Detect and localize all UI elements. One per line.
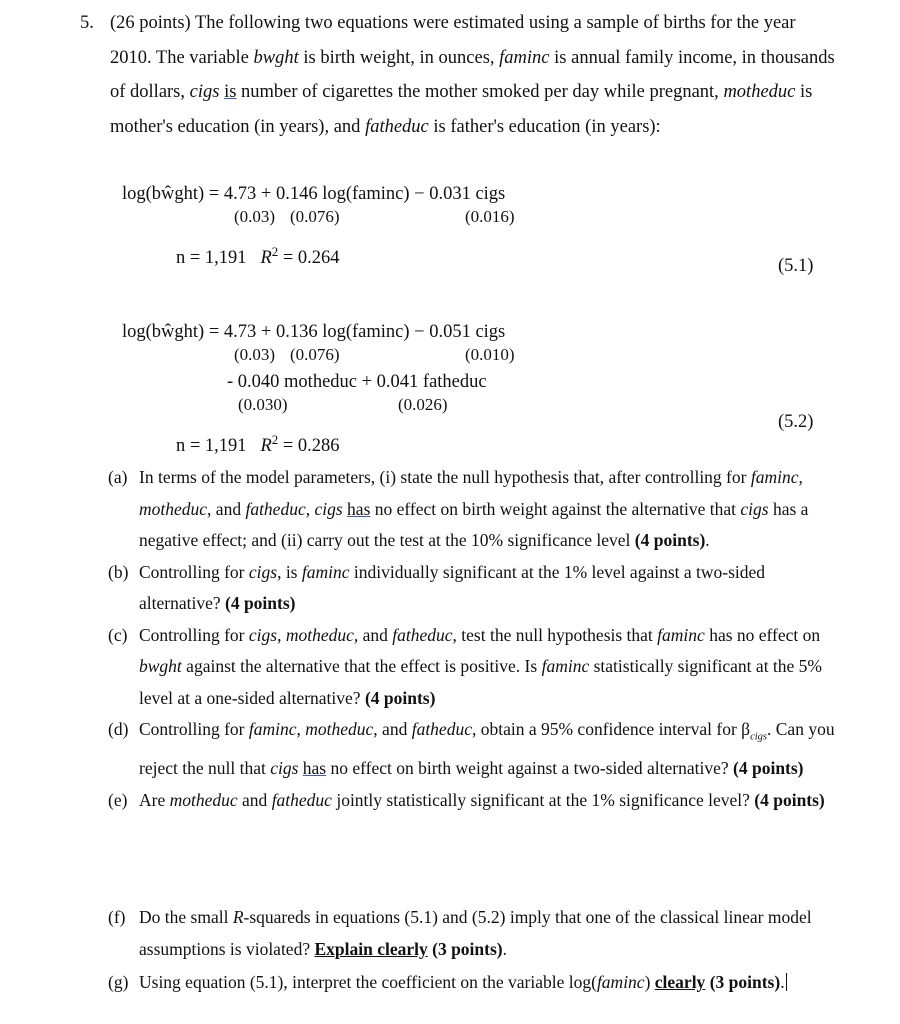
eq2-se-cigs: (0.010) [465, 345, 515, 364]
question-text: Are [139, 789, 170, 810]
intro-text: is mother's education (in years), and [110, 82, 813, 137]
question-text: . [502, 938, 507, 959]
underlined-word: is [224, 82, 237, 102]
question-text: Controlling for [139, 719, 249, 739]
question-points: (3 points) [427, 938, 503, 959]
question-text: has no effect on [704, 624, 821, 645]
question-e [108, 785, 838, 817]
question-text: . [705, 530, 710, 550]
var-faminc: faminc [541, 656, 590, 676]
question-text: no effect on birth weight against the alternative that [370, 498, 741, 519]
question-text: individually significant at the 1% level against a two-sided alternative? [139, 561, 766, 613]
question-text: has a negative effect; and (ii) carry out the test at the 10% significance level [139, 498, 809, 550]
var-bwght: bwght [253, 47, 299, 68]
question-text: statistically significant at the 5% level at a one-sided alternative? [139, 656, 823, 708]
var-fatheduc: fatheduc [245, 498, 306, 519]
var-fatheduc: fatheduc [392, 624, 453, 645]
eq1-main-line: log(bŵght) = 4.73 + 0.146 log(faminc) − 0.031 cigs [122, 184, 506, 204]
eq2-r2-label: R [260, 436, 272, 457]
question-points: (4 points) [364, 687, 436, 708]
eq1-se-intercept: (0.03) [234, 207, 276, 226]
var-cigs: cigs [248, 561, 278, 582]
question-text: and [237, 789, 272, 810]
eq1-r2-label: R [260, 248, 272, 269]
question-text: , [305, 498, 315, 519]
question-text: -squareds in equations (5.1) and (5.2) imply that one of the classical linear model assumptions is violated? [139, 907, 812, 959]
question-text: In terms of the model parameters, (i) state the null hypothesis that, after controlling for [139, 467, 751, 487]
question-text: , is [277, 561, 302, 582]
question-label: (b) [108, 561, 129, 582]
text-cursor [786, 973, 787, 991]
question-text: , [277, 624, 286, 645]
underlined-word: has [302, 758, 327, 778]
question-f [108, 902, 838, 965]
var-motheduc: motheduc [723, 82, 796, 102]
question-text: , and [373, 719, 412, 739]
question-points: (4 points) [754, 789, 825, 810]
var-fatheduc: fatheduc [365, 116, 429, 137]
question-text: , [296, 719, 306, 739]
eq2-label: (5.2) [778, 412, 814, 432]
eq1-n: n = 1,191 [176, 248, 247, 269]
question-text: jointly statistically significant at the 1% significance level? [331, 789, 755, 810]
question-label: (g) [108, 972, 129, 992]
intro-text: is father's education (in years): [428, 116, 661, 137]
question-text: Controlling for [139, 624, 249, 645]
intro-text: The following two equations were estimated using a sample of births for the year 2010. The variable [110, 13, 796, 68]
bold-underlined-text: Explain clearly [314, 938, 428, 959]
question-points: (4 points) [225, 593, 296, 613]
var-motheduc: motheduc [169, 789, 238, 810]
eq1-stats [176, 244, 340, 269]
intro-text: is birth weight, in ounces, [298, 47, 500, 68]
var-cigs: cigs [314, 498, 343, 519]
question-points: (4 points) [733, 758, 804, 778]
problem-intro [80, 6, 840, 144]
question-text: Using equation (5.1), interpret the coefficient on the variable log( [139, 972, 597, 992]
question-list-2 [108, 902, 838, 999]
eq1-label: (5.1) [778, 256, 814, 276]
eq2-n: n = 1,191 [176, 436, 247, 457]
eq2-r2-exp: 2 [271, 432, 279, 447]
eq2-main-line: log(bŵght) = 4.73 + 0.136 log(faminc) − 0.051 cigs [122, 322, 506, 342]
question-points: (3 points) [705, 972, 781, 992]
var-faminc: faminc [301, 561, 350, 582]
var-fatheduc: fatheduc [411, 719, 472, 739]
eq1-r2-value: = 0.264 [278, 248, 340, 269]
bold-underlined-text: clearly [654, 972, 706, 992]
question-text: Do the small [139, 907, 233, 927]
question-text: , obtain a 95% confidence interval for β [471, 719, 751, 739]
question-c [108, 620, 838, 715]
eq2-se-motheduc: (0.030) [238, 395, 288, 414]
var-r: R [232, 907, 244, 927]
var-faminc: faminc [499, 47, 550, 68]
question-label: (a) [108, 467, 128, 487]
question-a [108, 462, 838, 557]
eq2-se-fatheduc: (0.026) [398, 395, 448, 414]
eq2-stats [176, 432, 340, 457]
problem-number: 5. [80, 13, 94, 33]
problem-points: (26 points) [110, 13, 191, 33]
question-label: (f) [108, 907, 126, 927]
beta-subscript: cigs [750, 731, 767, 743]
eq2-r2-value: = 0.286 [278, 436, 340, 457]
question-label: (d) [108, 719, 129, 739]
eq2-se-intercept: (0.03) [234, 345, 276, 364]
var-motheduc: motheduc [139, 498, 208, 519]
question-label: (c) [108, 624, 128, 645]
question-b [108, 557, 838, 620]
question-d [108, 714, 838, 785]
var-faminc: faminc, [750, 467, 803, 487]
var-cigs: cigs [740, 498, 769, 519]
question-text: , test the null hypothesis that [452, 624, 658, 645]
var-bwght: bwght [139, 656, 182, 676]
question-list [108, 462, 838, 816]
eq1-r2-exp: 2 [271, 244, 279, 259]
question-text: . Can you reject the null that [139, 719, 835, 778]
var-cigs: cigs [248, 624, 278, 645]
question-text: against the alternative that the effect is positive. Is [181, 656, 542, 676]
var-faminc: faminc [596, 972, 645, 992]
question-text: ) [644, 972, 655, 992]
intro-text: is annual family income, in thousands of dollars, [110, 47, 835, 102]
question-text: , and [207, 498, 246, 519]
eq2-second-line: - 0.040 motheduc + 0.041 fatheduc [227, 372, 487, 392]
var-cigs: cigs [270, 758, 299, 778]
question-text: . [780, 972, 785, 992]
problem-statement [110, 6, 840, 144]
question-g [108, 967, 838, 999]
question-text: Controlling for [139, 561, 249, 582]
intro-text: number of cigarettes the mother smoked per day while pregnant, [236, 82, 724, 102]
question-text: , and [353, 624, 393, 645]
eq2-se-faminc: (0.076) [290, 345, 340, 364]
var-faminc: faminc [657, 624, 705, 645]
question-text: no effect on birth weight against a two-sided alternative? [326, 758, 734, 778]
var-motheduc: motheduc [305, 719, 374, 739]
eq1-se-faminc: (0.076) [290, 207, 340, 226]
eq1-se-cigs: (0.016) [465, 207, 515, 226]
question-label: (e) [108, 789, 128, 810]
var-fatheduc: fatheduc [271, 789, 332, 810]
underlined-word: has [347, 498, 371, 519]
var-cigs: cigs [189, 82, 220, 102]
question-points: (4 points) [634, 530, 706, 550]
var-faminc: faminc [248, 719, 297, 739]
var-motheduc: motheduc [285, 624, 354, 645]
